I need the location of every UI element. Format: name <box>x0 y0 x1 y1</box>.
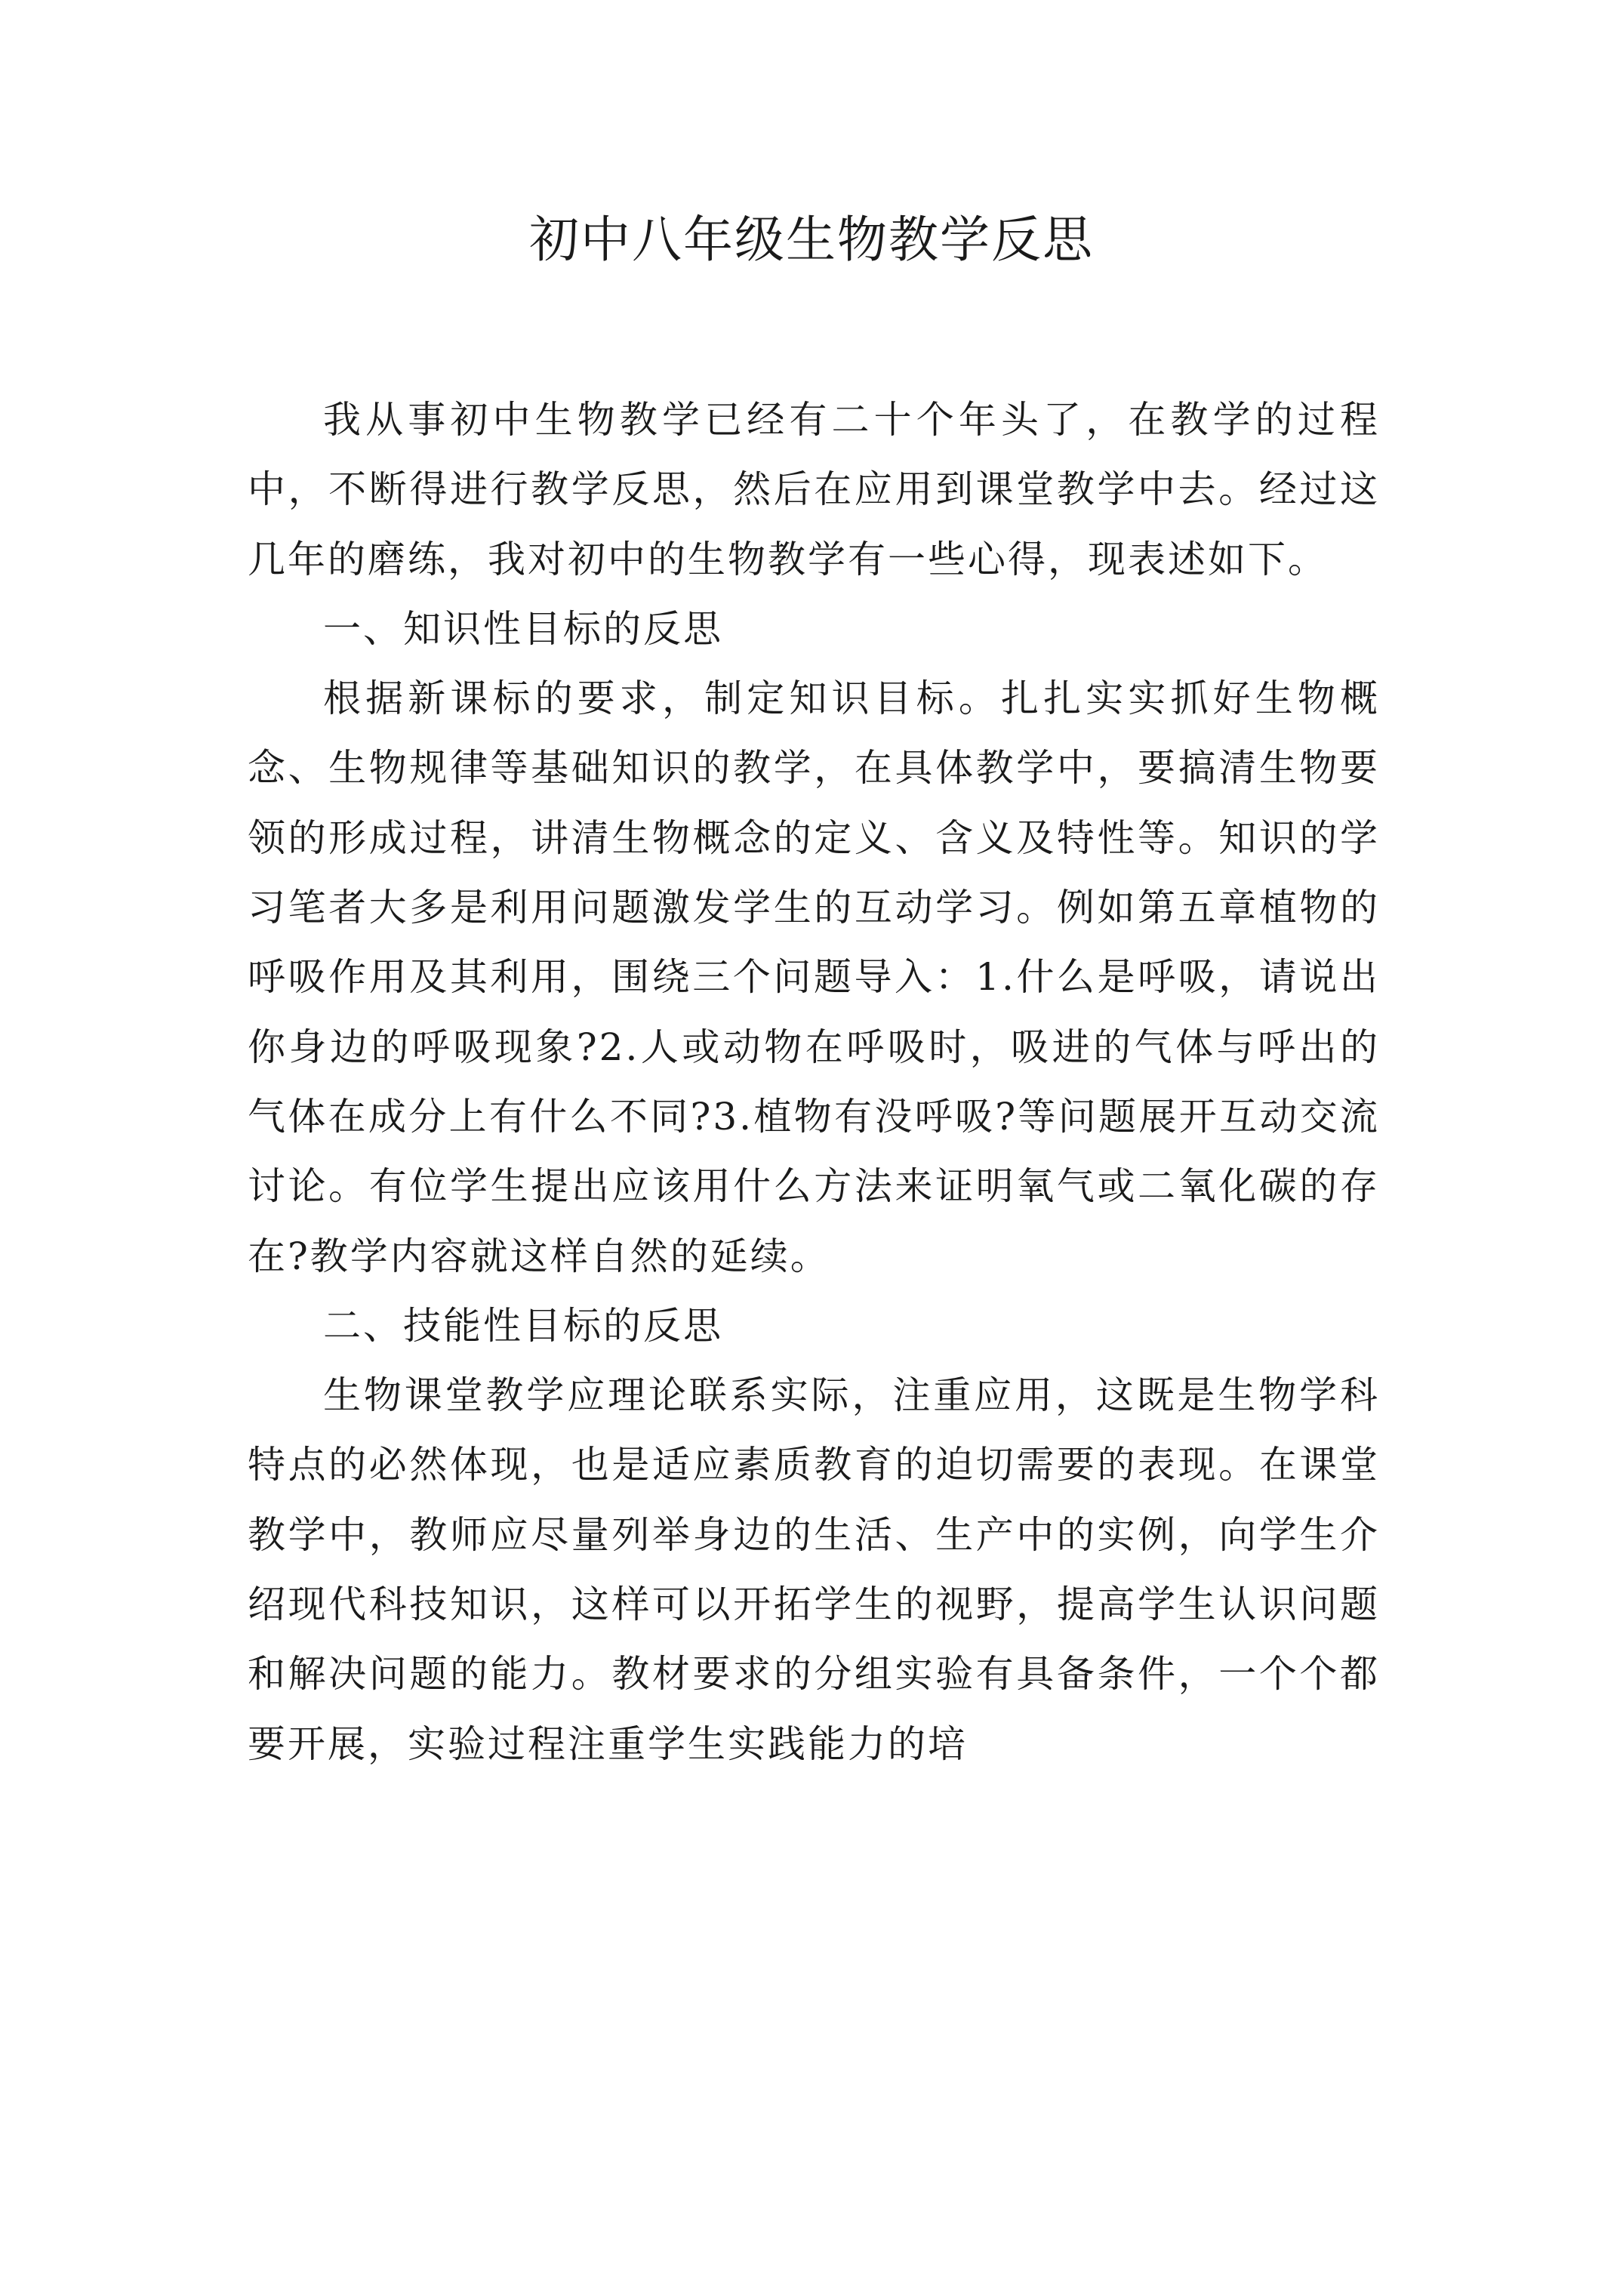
section-heading-skills: 二、技能性目标的反思 <box>323 1303 723 1348</box>
section-heading-knowledge: 一、知识性目标的反思 <box>323 606 723 651</box>
document-title: 初中八年级生物教学反思 <box>529 211 1094 269</box>
document-body <box>248 385 1380 1779</box>
paragraph-knowledge: 根据新课标的要求，制定知识目标。扎扎实实抓好生物概念、生物规律等基础知识的教学，在具体教学中，要搞清生物要领的形成过程，讲清生物概念的定义、含义及特性等。知识的学习笔者大多是利用问题激发学生的互动学习。例如第五章植物的呼吸作用及其利用，围绕三个问题导入：1.什么是呼吸，请说出你身边的呼吸现象?2.人或动物在呼吸时，吸进的气体与呼出的气体在成分上有什么不同?3.植物有没呼吸?等问题展开互动交流讨论。有位学生提出应该用什么方法来证明氧气或二氧化碳的存在?教学内容就这样自然的延续。 <box>248 676 1380 1278</box>
paragraph-intro: 我从事初中生物教学已经有二十个年头了，在教学的过程中，不断得进行教学反思，然后在应用到课堂教学中去。经过这几年的磨练，我对初中的生物教学有一些心得，现表述如下。 <box>248 398 1380 581</box>
paragraph-skills: 生物课堂教学应理论联系实际，注重应用，这既是生物学科特点的必然体现，也是适应素质教育的迫切需要的表现。在课堂教学中，教师应尽量列举身边的生活、生产中的实例，向学生介绍现代科技知识，这样可以开拓学生的视野，提高学生认识问题和解决问题的能力。教材要求的分组实验有具备条件，一个个都要开展，实验过程注重学生实践能力的培 <box>248 1373 1380 1766</box>
